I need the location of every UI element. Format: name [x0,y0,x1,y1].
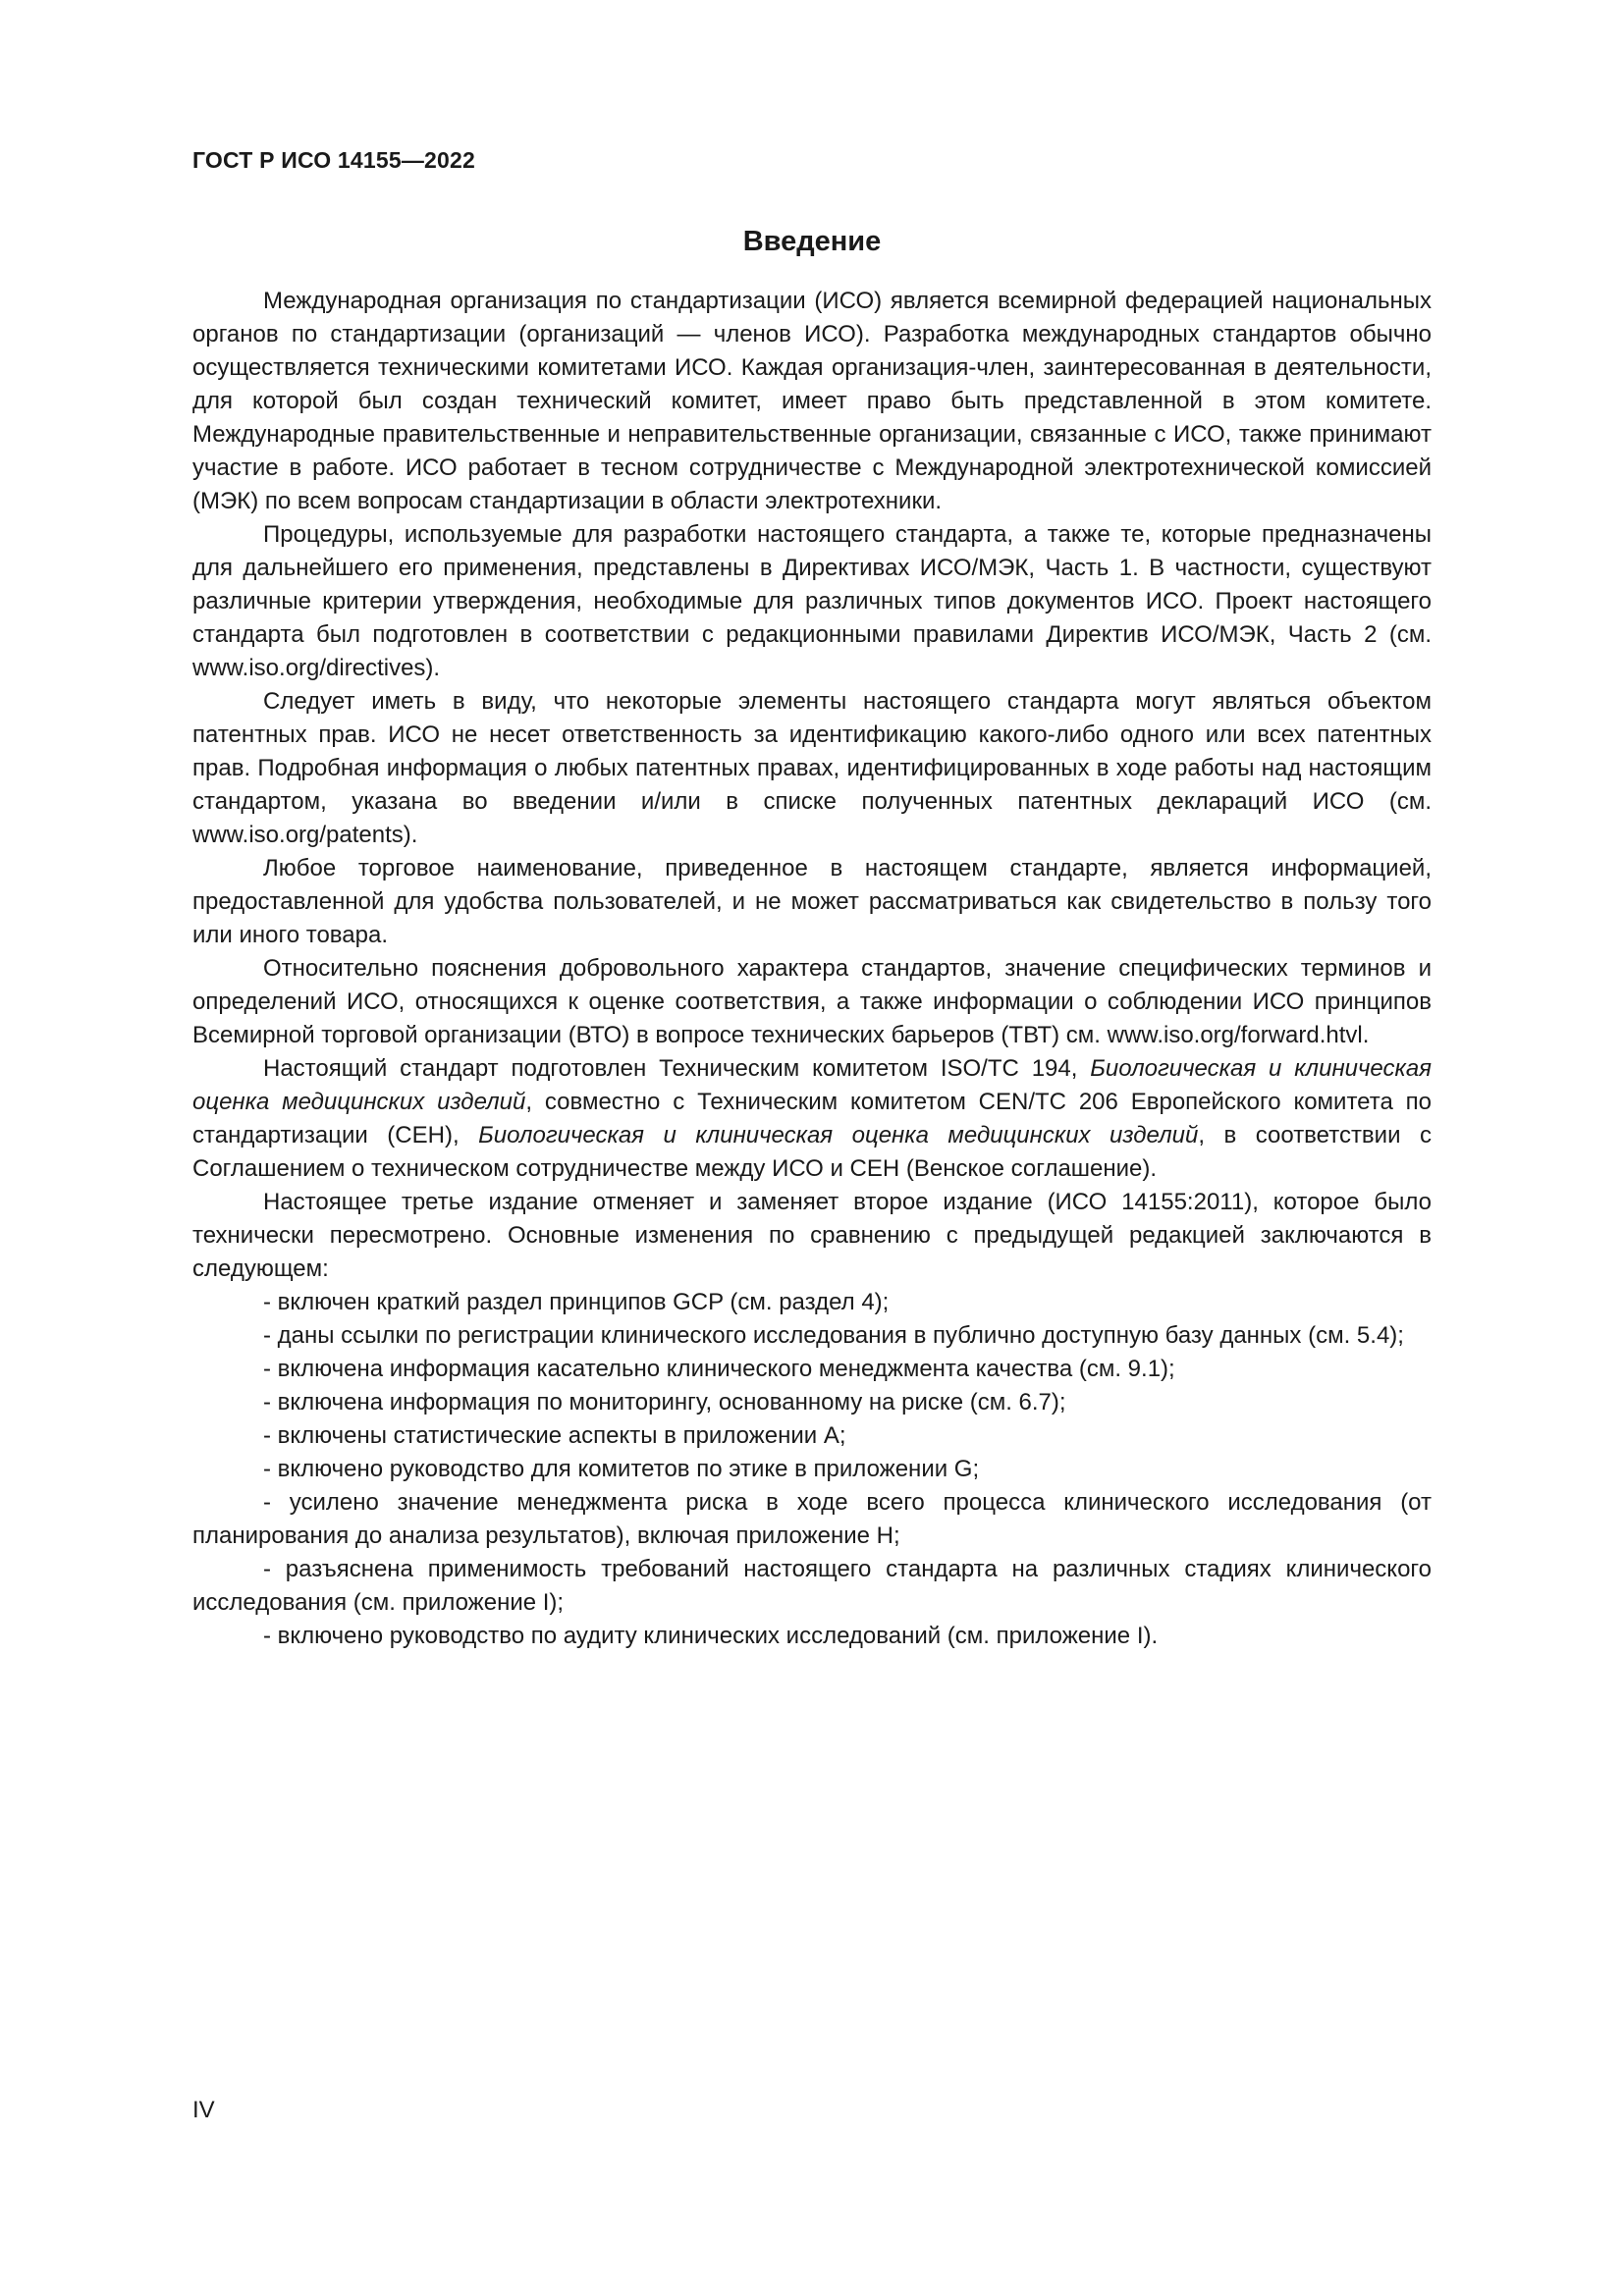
italic-committee-title: Биологическая и клиническая оценка медицинских изделий [478,1122,1199,1148]
section-title: Введение [742,226,882,257]
text-run: Настоящий стандарт подготовлен Техническим комитетом ISO/TC 194, [263,1055,1091,1082]
italic-committee-title: Биологическая и клиническая оценка медицинских изделий [192,1055,1432,1115]
list-item: - усилено значение менеджмента риска в ходе всего процесса клинического исследования (от планирования до анализа результатов), включая приложение Н; [192,1489,1432,1549]
text-run: , в соответствии с Соглашением о техническом сотрудничестве между ИСО и СЕН (Венское соглашение). [192,1122,1432,1182]
document-code: ГОСТ Р ИСО 14155—2022 [192,147,476,173]
text-run: , совместно с Техническим комитетом CEN/TC 206 Европейского комитета по стандартизации (СЕН), [192,1089,1432,1148]
list-item: - включено руководство по аудиту клинических исследований (см. приложение I). [263,1623,1159,1649]
list-item: - включен краткий раздел принципов GCP (см. раздел 4); [263,1289,890,1315]
list-item: - даны ссылки по регистрации клинического исследования в публично доступную базу данных (см. 5.4); [263,1322,1404,1349]
list-item: - включена информация по мониторингу, основанному на риске (см. 6.7); [263,1389,1066,1415]
paragraph-committee [192,1052,1432,1186]
paragraph: Настоящее третье издание отменяет и заменяет второе издание (ИСО 14155:2011), которое было технически пересмотрено. Основные изменения по сравнению с предыдущей редакцией заключаются в следующем: [192,1189,1432,1282]
paragraph: Следует иметь в виду, что некоторые элементы настоящего стандарта могут являться объектом патентных прав. ИСО не несет ответственность за идентификацию какого-либо одного или всех патентных прав. Подробная информация о любых патентных правах, идентифицированных в ходе работы над настоящим стандартом, указана во введении и/или в списке полученных патентных деклараций ИСО (см. www.iso.org/patents). [192,688,1432,848]
paragraph: Процедуры, используемые для разработки настоящего стандарта, а также те, которые предназначены для дальнейшего его применения, представлены в Директивах ИСО/МЭК, Часть 1. В частности, существуют различные критерии утверждения, необходимые для различных типов документов ИСО. Проект настоящего стандарта был подготовлен в соответствии с редакционными правилами Директив ИСО/МЭК, Часть 2 (см. www.iso.org/directives). [192,521,1432,681]
document-body [192,285,1432,1653]
list-item: - разъяснена применимость требований настоящего стандарта на различных стадиях клинического исследования (см. приложение I); [192,1556,1432,1616]
page-number: IV [192,2097,215,2123]
list-item: - включена информация касательно клинического менеджмента качества (см. 9.1); [263,1356,1175,1382]
paragraph: Относительно пояснения добровольного характера стандартов, значение специфических терминов и определений ИСО, относящихся к оценке соответствия, а также информации о соблюдении ИСО принципов Всемирной торговой организации (ВТО) в вопросе технических барьеров (ТВТ) см. www.iso.org/forward.htvl. [192,955,1432,1048]
paragraph: Любое торговое наименование, приведенное в настоящем стандарте, является информацией, предоставленной для удобства пользователей, и не может рассматриваться как свидетельство в пользу того или иного товара. [192,855,1432,948]
list-item: - включено руководство для комитетов по этике в приложении G; [263,1456,980,1482]
paragraph: Международная организация по стандартизации (ИСО) является всемирной федерацией национальных органов по стандартизации (организаций — членов ИСО). Разработка международных стандартов обычно осуществляется техническими комитетами ИСО. Каждая организация-член, заинтересованная в деятельности, для которой был создан технический комитет, имеет право быть представленной в этом комитете. Международные правительственные и неправительственные организации, связанные с ИСО, также принимают участие в работе. ИСО работает в тесном сотрудничестве с Международной электротехнической комиссией (МЭК) по всем вопросам стандартизации в области электротехники. [192,288,1432,514]
list-item: - включены статистические аспекты в приложении А; [263,1422,846,1449]
